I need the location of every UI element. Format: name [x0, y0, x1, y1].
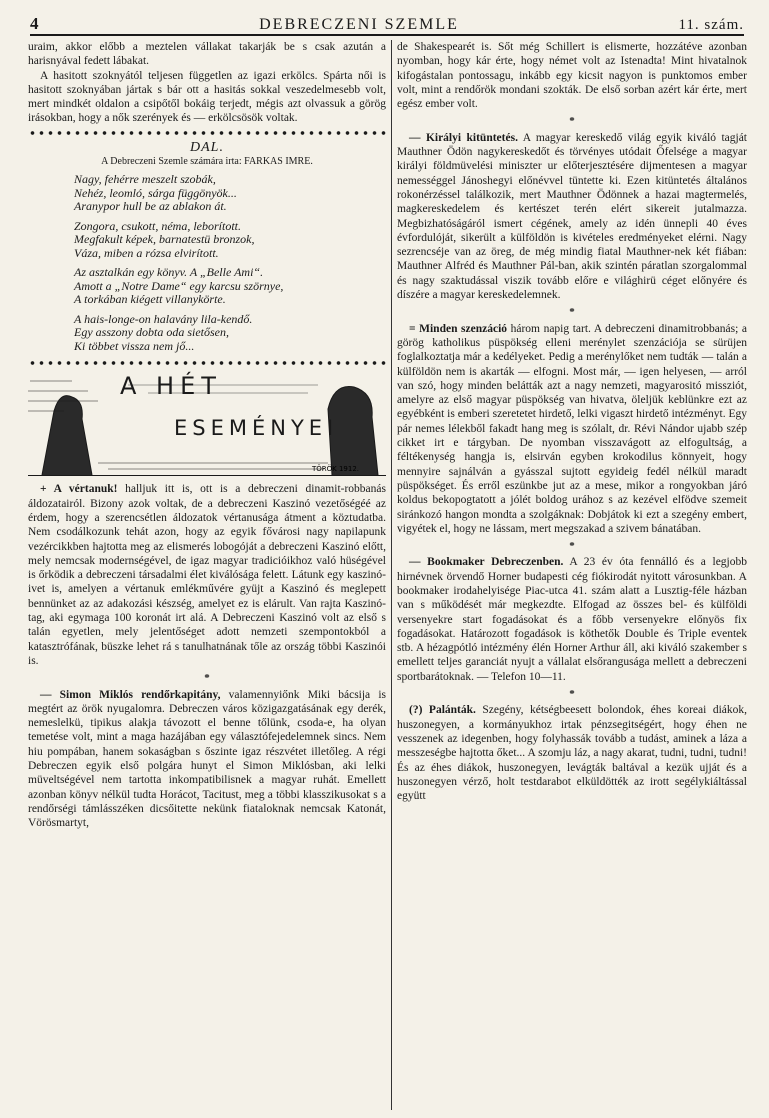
article — [397, 555, 747, 684]
article-headline: (?) Palánták. — [409, 704, 476, 717]
poem-line: Az asztalkán egy könyv. A „Belle Ami“. — [74, 265, 264, 280]
article — [397, 131, 747, 303]
page-number: 4 — [30, 14, 40, 33]
paragraph: A hasitott szoknyától teljesen független az igazi erkölcs. Spárta női is hasitott szoknyában jártak s bár ott a hasitás sokkal veszedelmesebb volt, mert mindkét oldalon a csipőtől bokáig terjedt, mégis azt olvassuk a görög irásokban, hogy a nők szerények és — erkölcsösök voltak. — [28, 69, 386, 125]
paragraph: uraim, akkor előbb a meztelen vállakat takarják be s csak azután a harisnyával fedett lábakat. — [28, 41, 386, 68]
journal-title: DEBRECZENI SZEMLE — [259, 16, 459, 33]
separator-star: * — [569, 115, 575, 128]
page-header — [30, 6, 744, 36]
article-headline: + A vértanuk! — [40, 483, 118, 496]
section-banner — [28, 371, 386, 476]
article-headline: — Bookmaker Debreczenben. — [409, 556, 564, 569]
article — [28, 482, 386, 668]
left-figure — [42, 396, 92, 475]
poem-stanza — [74, 266, 386, 307]
poem-line: Egy asszony dobta oda sietősen, — [74, 325, 229, 340]
poem-line: Megfakult képek, barnatestü bronzok, — [74, 232, 255, 247]
separator-star: * — [204, 672, 210, 685]
article — [397, 703, 747, 803]
article-body: valamennyiőnk Miki bácsija is megtért az örök nyugalomra. Debreczen város közigazgatásának egy derék, nemeslelkü, tipikus alakja távozott el benne tőlünk, csoda-e, ha olyan temetése volt, mint a maga hazájában egy választófejedelemnek sincs. Nem hiu pompában, hanem sokaságban s őszinte igaz részvétet illetőleg. A régi Debreczen egyik első polgára hunyt el Simon Miklósban, aki lelki müveltségével nem tartotta inkompatibilisnek a magyar ruhát. Emellett azonban könyv nélkül tudta Horácot, Tacitust, meg a többi klasszikusokat s a rendőrségi támlásszéken dicsőitette nekünk fiataloknak nemcsak Katonát, Vörösmartyt, — [28, 688, 386, 830]
article-body: három napig tart. A debreczeni dinamitrobbanás; a görög katholikus püspökség elleni merénylet szenzációja se sürüjen foglalkoztatja már a kedélyeket. Pedig a merénylőket nem tudták — talán a külföldön nem is akarták — elfogni. Most már, — igen helyesen, — arról van szó, hogy minden belátták azt a nagy nemzeti, magyarositó missziót, amelyre az első magyar püspökség van hivatva, öleljük keblünkre ezt az egyébként is emberi szeretetet hirdető, lelki vigaszt hirdető intézményt. Egy pár nemes lélekből fakadt hang meg is szólalt, dr. Révi Nándor ujabb szép cikket irt e tárgyban. De nyomban visszavágott az elfogultság, a féltékenység hangja is, elsirván egyben krokodilus könnyeit, hogy mennyire sajnálván a gyásszal sujtott egyideig fedél nélkül maradt püspökséget. És erről eszünkbe jut az a mese, mikor a rongyokban járó koldus bekopogtatott a jólét boldog urához s az kezével elfödve szemeit siránkozó hangon mondta a szolgáknak: Dobjátok ki ezt a szegény embert, vigyétek el, hogy ne lássam, mert megszakad a szivem bánatában. — [397, 322, 747, 535]
ornament-rule — [28, 359, 386, 367]
article-headline: = Minden szenzáció — [409, 322, 508, 335]
article-body: A 23 év óta fennálló és a legjobb hirnévnek örvendő Horner budapesti cég fiókirodát nyitott városunkban. A bookmaker irodahelyisége Piac-utca 41. szám alatt a Lusztig-féle házban van s működését már megkezdte. Elfogad az összes bel- és külföldi versenyekre start fogadásokat és a főbb versenyekre előnyös fix fogadásokat. Határozott fogadások is köthetők Double és Triple eventek stb. A hézagpótló intézmény élén Horner Arthur áll, aki kiváló szakember s emellett teljes garanciát nyujt a vállalat elsőrangusága mellett a debreczeni sportbarátoknak. — Telefon 10—11. — [397, 556, 747, 683]
poem-byline: A Debreczeni Szemle számára irta: FARKAS IMRE. — [101, 156, 313, 168]
banner-heading-line1: A HÉT — [120, 372, 222, 401]
poem-line: A torkában kiégett villanykörte. — [74, 292, 226, 307]
right-column — [397, 40, 747, 1112]
separator-star: * — [569, 540, 575, 553]
article-body: halljuk itt is, ott is a debreczeni dinamit-robbanás áldozatairól. Bizony azok voltak, de a debreczeni Kaszinó vezetőségéé az érdem, hogy a szerencsétlen áldozatok vértanusága átment a köztudatba. Nem csodálkozunk tehát azon, hogy az egyik fővárosi nagy napilapunk vezércikkben hajtotta meg az elismerés lobogóját a debreczeni Kaszinó előtt, mely nemcsak modernségével, de igaz magyar tradicióikhoz való hüségével is őrködik a debreczeni társadalmi élet kiválósága felett. Látunk egy kaszinó-ivet is, amelyen a vértanuk emlékművére gyüjt a Kaszinó és meglepett bennünket az az adakozási készség, amelyet ez is elárult. Van rajta Kaszinó-tag, aki egymaga 100 koronát irt alá. A Debreczeni Kaszinó volt az első s talán egyetlen, mely jelentőséget adott nemzeti szempontokból a katasztrófának, büszke lehet rá s tanulhatnának tőle az ország többi Kaszinói is. — [28, 483, 386, 667]
ground-lines — [98, 463, 328, 469]
poem-line: Nehéz, leomló, sárga függönyök... — [74, 185, 237, 200]
article — [28, 688, 386, 831]
article-headline: — Simon Miklós rendőrkapitány, — [40, 688, 221, 701]
poem-line: Ki többet vissza nem jő... — [74, 338, 195, 353]
separator-star: * — [569, 688, 575, 701]
banner-heading-line2: ESEMÉNYEI — [174, 416, 339, 441]
poem-line: Aranypor hull be az ablakon át. — [74, 199, 227, 214]
poem-line: Zongora, csukott, néma, leborított. — [74, 218, 241, 233]
poem-line: Nagy, fehérre meszelt szobák, — [74, 172, 216, 187]
poem-stanza — [74, 220, 386, 261]
ornament-rule — [28, 129, 386, 137]
left-column — [28, 40, 386, 1112]
article-body: A magyar kereskedő világ egyik kiváló tagját Mauthner Ödön nagykereskedőt és törvényes utódait Őfelsége a magyar királyi földmüvelési miniszter ur előterjesztésére dijmentesen a magyar nemességgel Jánoshegyi előnévvel tüntette ki. Ezen kitüntetés általános rokonérzéssel találkozik, mert Mauthner Ödönnek a hazai magtermelés, magkereskedelem és kertészet terén elért sikereit jutalmazza. Megbizhatóságáról ismert cégének, amely az idén ünnepli 40 éves évfordulóját, sikerült a külföldön is kivételes eredményeket elérni. Nagy sezrencséje van az öreg, de még mindig fiatal Mauthner-nek két fiában: Mauthner Alfréd és Mauthner Pál-ban, akik szintén páratlan szorgalommal és nagy szaktudással viszik tovább előre e világhirü céget előnyére és díszére a magyar kereskedelemnek. — [397, 131, 747, 302]
column-divider — [391, 40, 392, 1110]
poem-stanza — [74, 173, 386, 214]
paragraph: de Shakespearét is. Sőt még Schillert is elismerte, hozzátéve azonban nyomban, hogy kár érte, hogy német volt az Istenadta! Mint hivatalnok kifogástalan pontossagu, inkább egy kicsit nagyon is punktomos ember volt, mint a rendőrök mondani szokták. De első sorban azért kár érte, mert egész ember volt. — [397, 41, 747, 111]
poem-line: A hais-longe-on halavány lila-kendő. — [74, 311, 253, 326]
article-headline: — Királyi kitüntetés. — [409, 131, 518, 144]
poem-title: DAL. — [190, 139, 224, 155]
article-body: Szegény, kétségbeesett bolondok, éhes koreai diákok, huszonegyen, a kormányukhoz irtak pénzsegitségért, hogy éhen ne vesszenek az idegenben, hogy folyhassák tovább a tudást, aminek a láza a messzeségbe hajtotta őket... A szomju láz, a nagy akarat, tudni, tudni, tudni! És az éhes diákok, huszonegyen, levágták baltával a kezük ujját és a huszonegyen vérző, holt testdarabot elküldötték az irott segélykiáltással együtt — [397, 704, 747, 803]
separator-star: * — [569, 306, 575, 319]
issue-number: 11. szám. — [678, 17, 744, 33]
poem-line: Amott a „Notre Dame“ egy karcsu szörnye, — [74, 278, 284, 293]
poem-stanza — [74, 313, 386, 354]
artist-signature: TÖRÖK 1912. — [312, 465, 360, 474]
poem-line: Váza, miben a rózsa elvirított. — [74, 245, 219, 260]
article — [397, 322, 747, 536]
